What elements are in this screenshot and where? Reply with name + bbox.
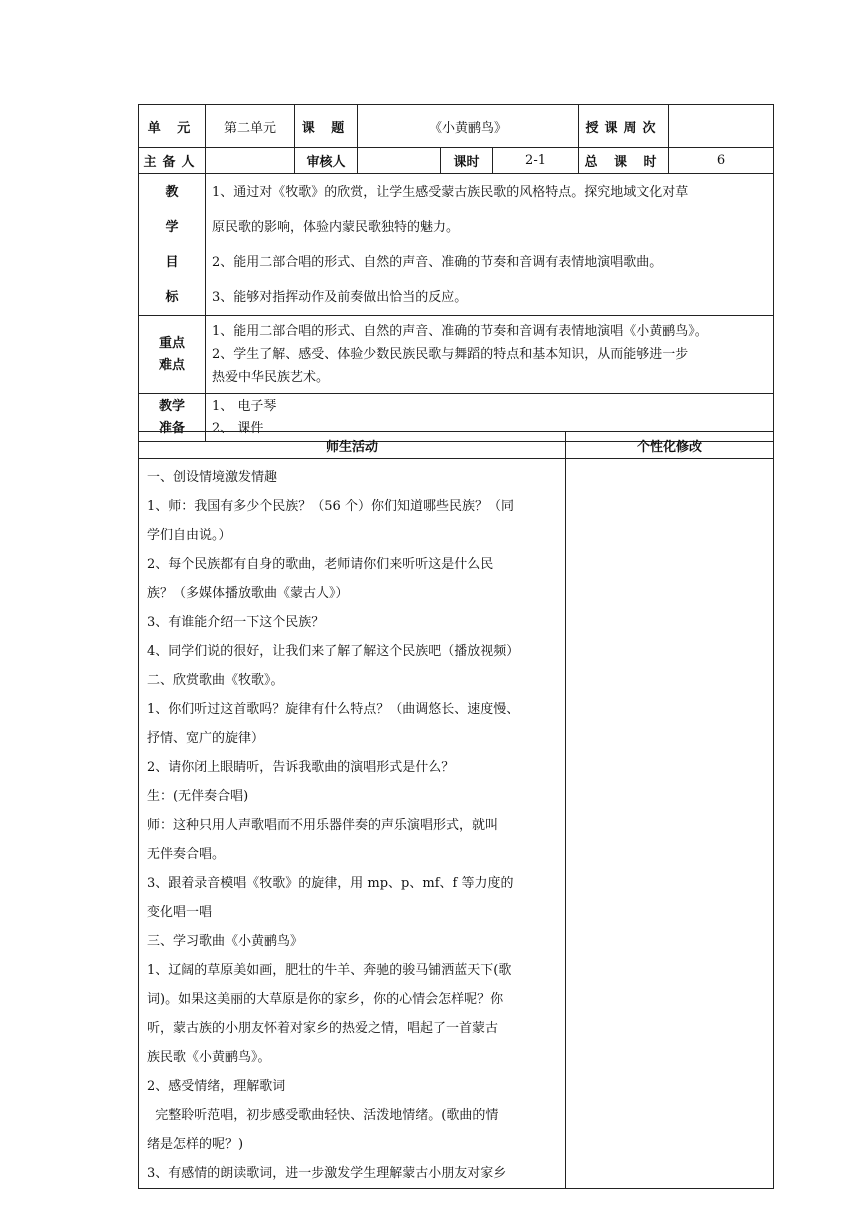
objectives-label — [139, 174, 206, 316]
personal-column-header: 个性化修改 — [566, 432, 774, 459]
lesson-info-table — [138, 104, 774, 442]
objectives-content — [206, 174, 774, 316]
activity-line: 1、你们听过这首歌吗？旋律有什么特点？（曲调悠长、速度慢、 — [147, 702, 520, 717]
preparer-value — [206, 148, 295, 174]
preparation-label-line: 教学 — [158, 398, 185, 414]
activity-line: 学们自由说。） — [147, 528, 232, 543]
objective-line: 原民歌的影响，体验内蒙民歌独特的魅力。 — [212, 219, 460, 235]
activity-content — [139, 459, 566, 1189]
activity-line: 1、师：我国有多少个民族？（56 个）你们知道哪些民族？（同 — [147, 499, 514, 514]
objectives-label-char: 标 — [165, 289, 179, 305]
activity-line: 抒情、宽广的旋律） — [147, 731, 265, 746]
topic-label: 课 题 — [295, 105, 358, 148]
key-points-label-line: 重点 — [158, 335, 185, 351]
reviewer-label: 审核人 — [295, 148, 358, 174]
unit-value: 第二单元 — [206, 105, 295, 148]
period-value: 2-1 — [493, 148, 579, 174]
objectives-label-char: 目 — [165, 254, 179, 270]
activity-line: 2、每个民族都有自身的歌曲，老师请你们来听听这是什么民 — [147, 557, 494, 572]
total-periods-label: 总 课 时 — [579, 148, 669, 174]
weeks-value — [669, 105, 774, 148]
key-points-label-line: 难点 — [158, 357, 185, 373]
activity-line: 3、有谁能介绍一下这个民族？ — [147, 615, 325, 630]
activity-line: 听，蒙古族的小朋友怀着对家乡的热爱之情，唱起了一首蒙古 — [147, 1021, 499, 1036]
activity-line: 生：(无伴奏合唱) — [147, 789, 249, 804]
preparer-label: 主备人 — [139, 148, 206, 174]
key-point-line: 2、学生了解、感受、体验少数民族民歌与舞蹈的特点和基本知识，从而能够进一步 — [212, 347, 689, 362]
activity-line: 一、创设情境激发情趣 — [147, 470, 278, 485]
activities-table — [138, 431, 774, 1189]
preparation-label-line: 准备 — [158, 420, 185, 436]
activity-line: 完整聆听范唱，初步感受歌曲轻快、活泼地情绪。(歌曲的情 — [147, 1108, 499, 1123]
activity-line: 族？（多媒体播放歌曲《蒙古人》） — [147, 586, 349, 601]
activity-line: 词)。如果这美丽的大草原是你的家乡，你的心情会怎样呢？你 — [147, 992, 504, 1007]
key-points-content — [206, 316, 774, 394]
key-points-label — [139, 316, 206, 394]
activity-column-header: 师生活动 — [139, 432, 566, 459]
objectives-label-char: 教 — [165, 184, 179, 200]
activity-line: 1、辽阔的草原美如画，肥壮的牛羊、奔驰的骏马铺洒蓝天下(歌 — [147, 963, 512, 978]
key-point-line: 热爱中华民族艺术。 — [212, 370, 330, 385]
unit-label: 单 元 — [139, 105, 206, 148]
objective-line: 2、能用二部合唱的形式、自然的声音、准确的节奏和音调有表情地演唱歌曲。 — [212, 254, 663, 270]
activity-line: 3、有感情的朗读歌词，进一步激发学生理解蒙古小朋友对家乡 — [147, 1166, 507, 1181]
activity-line: 师：这种只用人声歌唱而不用乐器伴奏的声乐演唱形式，就叫 — [147, 818, 499, 833]
preparation-line: 2、 课件 — [212, 420, 264, 436]
activity-line: 无伴奏合唱。 — [147, 847, 226, 862]
objective-line: 3、能够对指挥动作及前奏做出恰当的反应。 — [212, 289, 468, 305]
objectives-label-char: 学 — [165, 219, 179, 235]
activity-line: 族民歌《小黄鹂鸟》。 — [147, 1050, 271, 1065]
key-point-line: 1、能用二部合唱的形式、自然的声音、准确的节奏和音调有表情地演唱《小黄鹂鸟》。 — [212, 324, 708, 339]
period-label: 课时 — [441, 148, 493, 174]
preparation-line: 1、 电子琴 — [212, 398, 277, 414]
activity-line: 三、学习歌曲《小黄鹂鸟》 — [147, 934, 304, 949]
activity-line: 4、同学们说的很好，让我们来了解了解这个民族吧（播放视频） — [147, 644, 520, 659]
personal-notes-cell — [566, 459, 774, 1189]
activity-line: 变化唱一唱 — [147, 905, 213, 920]
objective-line: 1、通过对《牧歌》的欣赏，让学生感受蒙古族民歌的风格特点。探究地域文化对草 — [212, 184, 689, 200]
topic-value: 《小黄鹂鸟》 — [358, 105, 579, 148]
weeks-label: 授课周次 — [579, 105, 669, 148]
activity-line: 2、请你闭上眼睛听，告诉我歌曲的演唱形式是什么？ — [147, 760, 455, 775]
activity-line: 二、欣赏歌曲《牧歌》。 — [147, 673, 284, 688]
reviewer-value — [358, 148, 441, 174]
activity-line: 3、跟着录音模唱《牧歌》的旋律，用 mp、p、mf、f 等力度的 — [147, 876, 514, 891]
total-periods-value: 6 — [669, 148, 774, 174]
activity-line: 2、感受情绪，理解歌词 — [147, 1079, 286, 1094]
activity-line: 绪是怎样的呢？) — [147, 1137, 244, 1152]
